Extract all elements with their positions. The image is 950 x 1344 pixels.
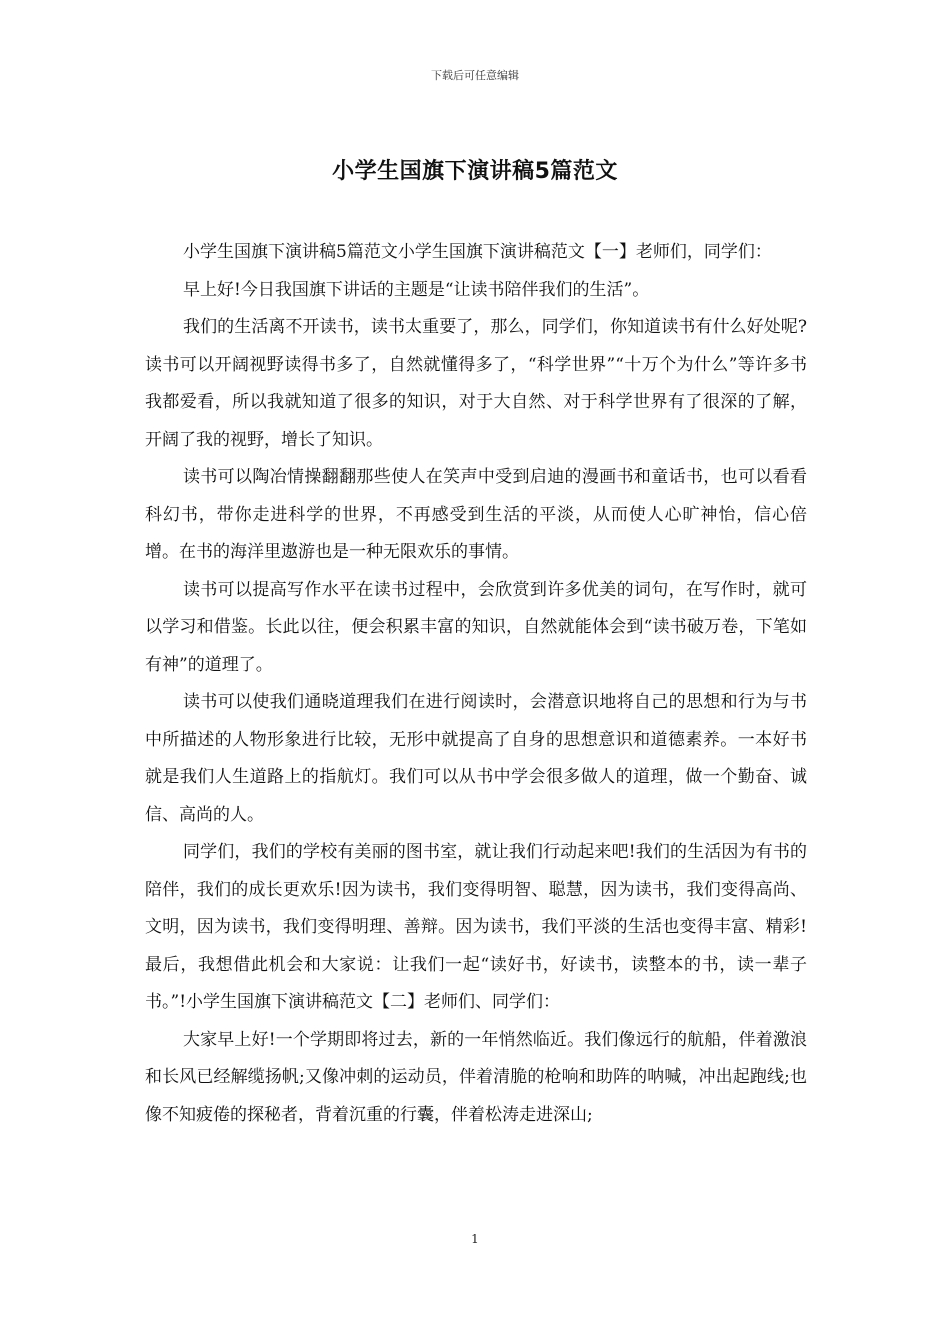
body-paragraph: 同学们，我们的学校有美丽的图书室，就让我们行动起来吧!我们的生活因为有书的陪伴，我们的成长更欢乐!因为读书，我们变得明智、聪慧，因为读书，我们变得高尚、文明，因为读书，我们变得明理、善辩。因为读书，我们平淡的生活也变得丰富、精彩!最后，我想借此机会和大家说：让我们一起“读好书，好读书，读整本的书，读一辈子书。”!小学生国旗下演讲稿范文【二】老师们、同学们： [145, 842, 807, 1012]
body-paragraph: 读书可以陶冶情操翻翻那些使人在笑声中受到启迪的漫画书和童话书，也可以看看科幻书，带你走进科学的世界，不再感受到生活的平淡，从而使人心旷神怡，信心倍增。在书的海洋里遨游也是一种无限欢乐的事情。 [145, 467, 807, 562]
body-paragraph: 大家早上好!一个学期即将过去，新的一年悄然临近。我们像远行的航船，伴着激浪和长风已经解缆扬帆;又像冲刺的运动员，伴着清脆的枪响和助阵的呐喊，冲出起跑线;也像不知疲倦的探秘者，背着沉重的行囊，伴着松涛走进深山; [145, 1029, 807, 1125]
body-paragraph: 我们的生活离不开读书，读书太重要了，那么，同学们，你知道读书有什么好处呢?读书可以开阔视野读得书多了，自然就懂得多了，“科学世界”“十万个为什么”等许多书我都爱看，所以我就知道了很多的知识，对于大自然、对于科学世界有了很深的了解，开阔了我的视野，增长了知识。 [145, 317, 807, 450]
document-title: 小学生国旗下演讲稿5篇范文 [332, 159, 618, 184]
page-number: 1 [471, 1232, 479, 1246]
body-paragraph: 读书可以提高写作水平在读书过程中，会欣赏到许多优美的词句，在写作时，就可以学习和借鉴。长此以往，便会积累丰富的知识，自然就能体会到“读书破万卷，下笔如有神”的道理了。 [145, 579, 807, 675]
body-paragraph: 读书可以使我们通晓道理我们在进行阅读时，会潜意识地将自己的思想和行为与书中所描述的人物形象进行比较，无形中就提高了自身的思想意识和道德素养。一本好书就是我们人生道路上的指航灯。我们可以从书中学会很多做人的道理，做一个勤奋、诚信、高尚的人。 [145, 692, 807, 825]
body-paragraph: 早上好!今日我国旗下讲话的主题是“让读书陪伴我们的生活”。 [183, 279, 650, 300]
header-note: 下载后可任意编辑 [431, 69, 519, 82]
body-paragraph: 小学生国旗下演讲稿5篇范文小学生国旗下演讲稿范文【一】老师们，同学们： [183, 242, 772, 262]
document-body [145, 234, 807, 1134]
